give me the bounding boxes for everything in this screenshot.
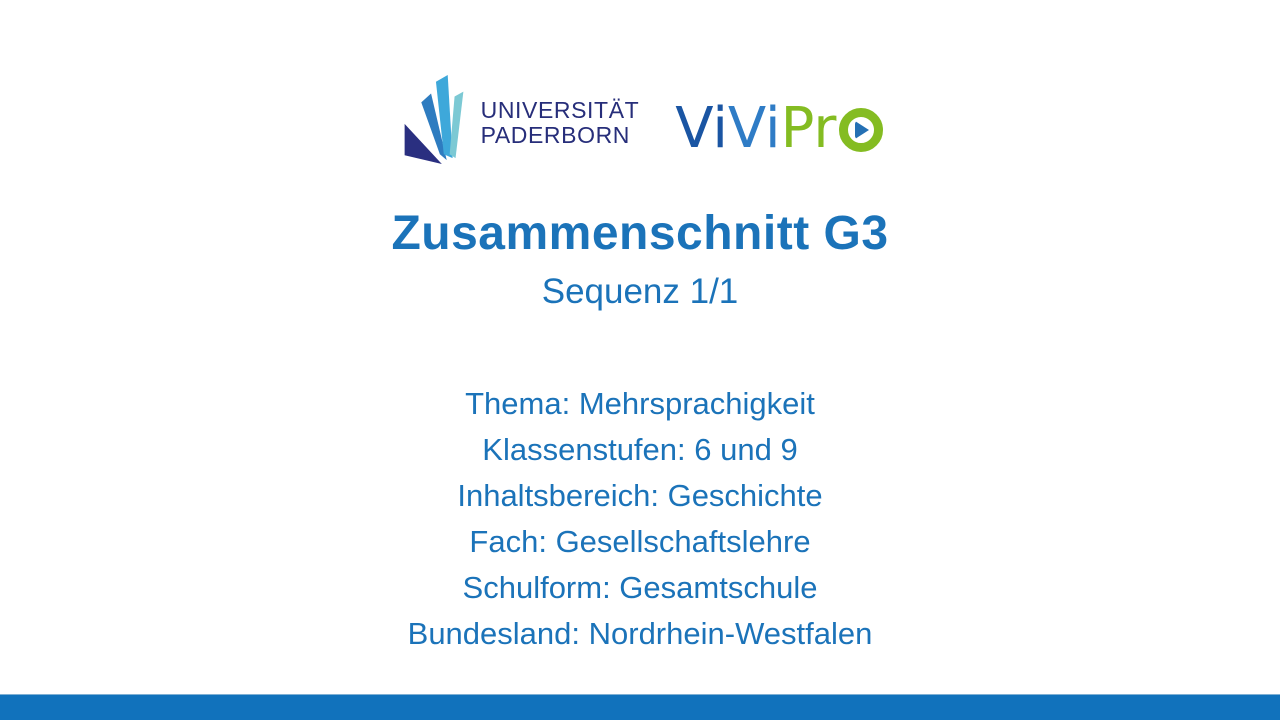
detail-fach: Fach: Gesellschaftslehre: [469, 524, 811, 559]
detail-thema: Thema: Mehrsprachigkeit: [465, 386, 815, 421]
footer-accent-bar: [0, 694, 1280, 720]
slide-subtitle: Sequenz 1/1: [541, 272, 739, 311]
upb-book-fan-icon: [397, 72, 471, 166]
vivipro-logo: [675, 94, 883, 160]
vivipro-word-pr: Pr: [780, 96, 837, 161]
play-icon: [855, 121, 869, 139]
logos-row: [0, 72, 1280, 166]
vivipro-word-vi2: Vi: [727, 96, 781, 161]
slide-title: Zusammenschnitt G3: [391, 207, 889, 260]
detail-bundesland: Bundesland: Nordrhein-Westfalen: [407, 616, 873, 651]
detail-inhaltsbereich: Inhaltsbereich: Geschichte: [457, 478, 823, 513]
vivipro-word-vi1: Vi: [675, 96, 728, 161]
upb-wordmark-line1: UNIVERSITÄT: [480, 97, 640, 123]
university-paderborn-logo: [397, 72, 640, 166]
details-block: [0, 381, 1280, 657]
vivipro-o-ring: [839, 108, 883, 152]
detail-klassenstufen: Klassenstufen: 6 und 9: [482, 432, 798, 467]
upb-wordmark: [481, 98, 640, 148]
upb-wordmark-line2: PADERBORN: [480, 122, 630, 148]
detail-schulform: Schulform: Gesamtschule: [462, 570, 818, 605]
